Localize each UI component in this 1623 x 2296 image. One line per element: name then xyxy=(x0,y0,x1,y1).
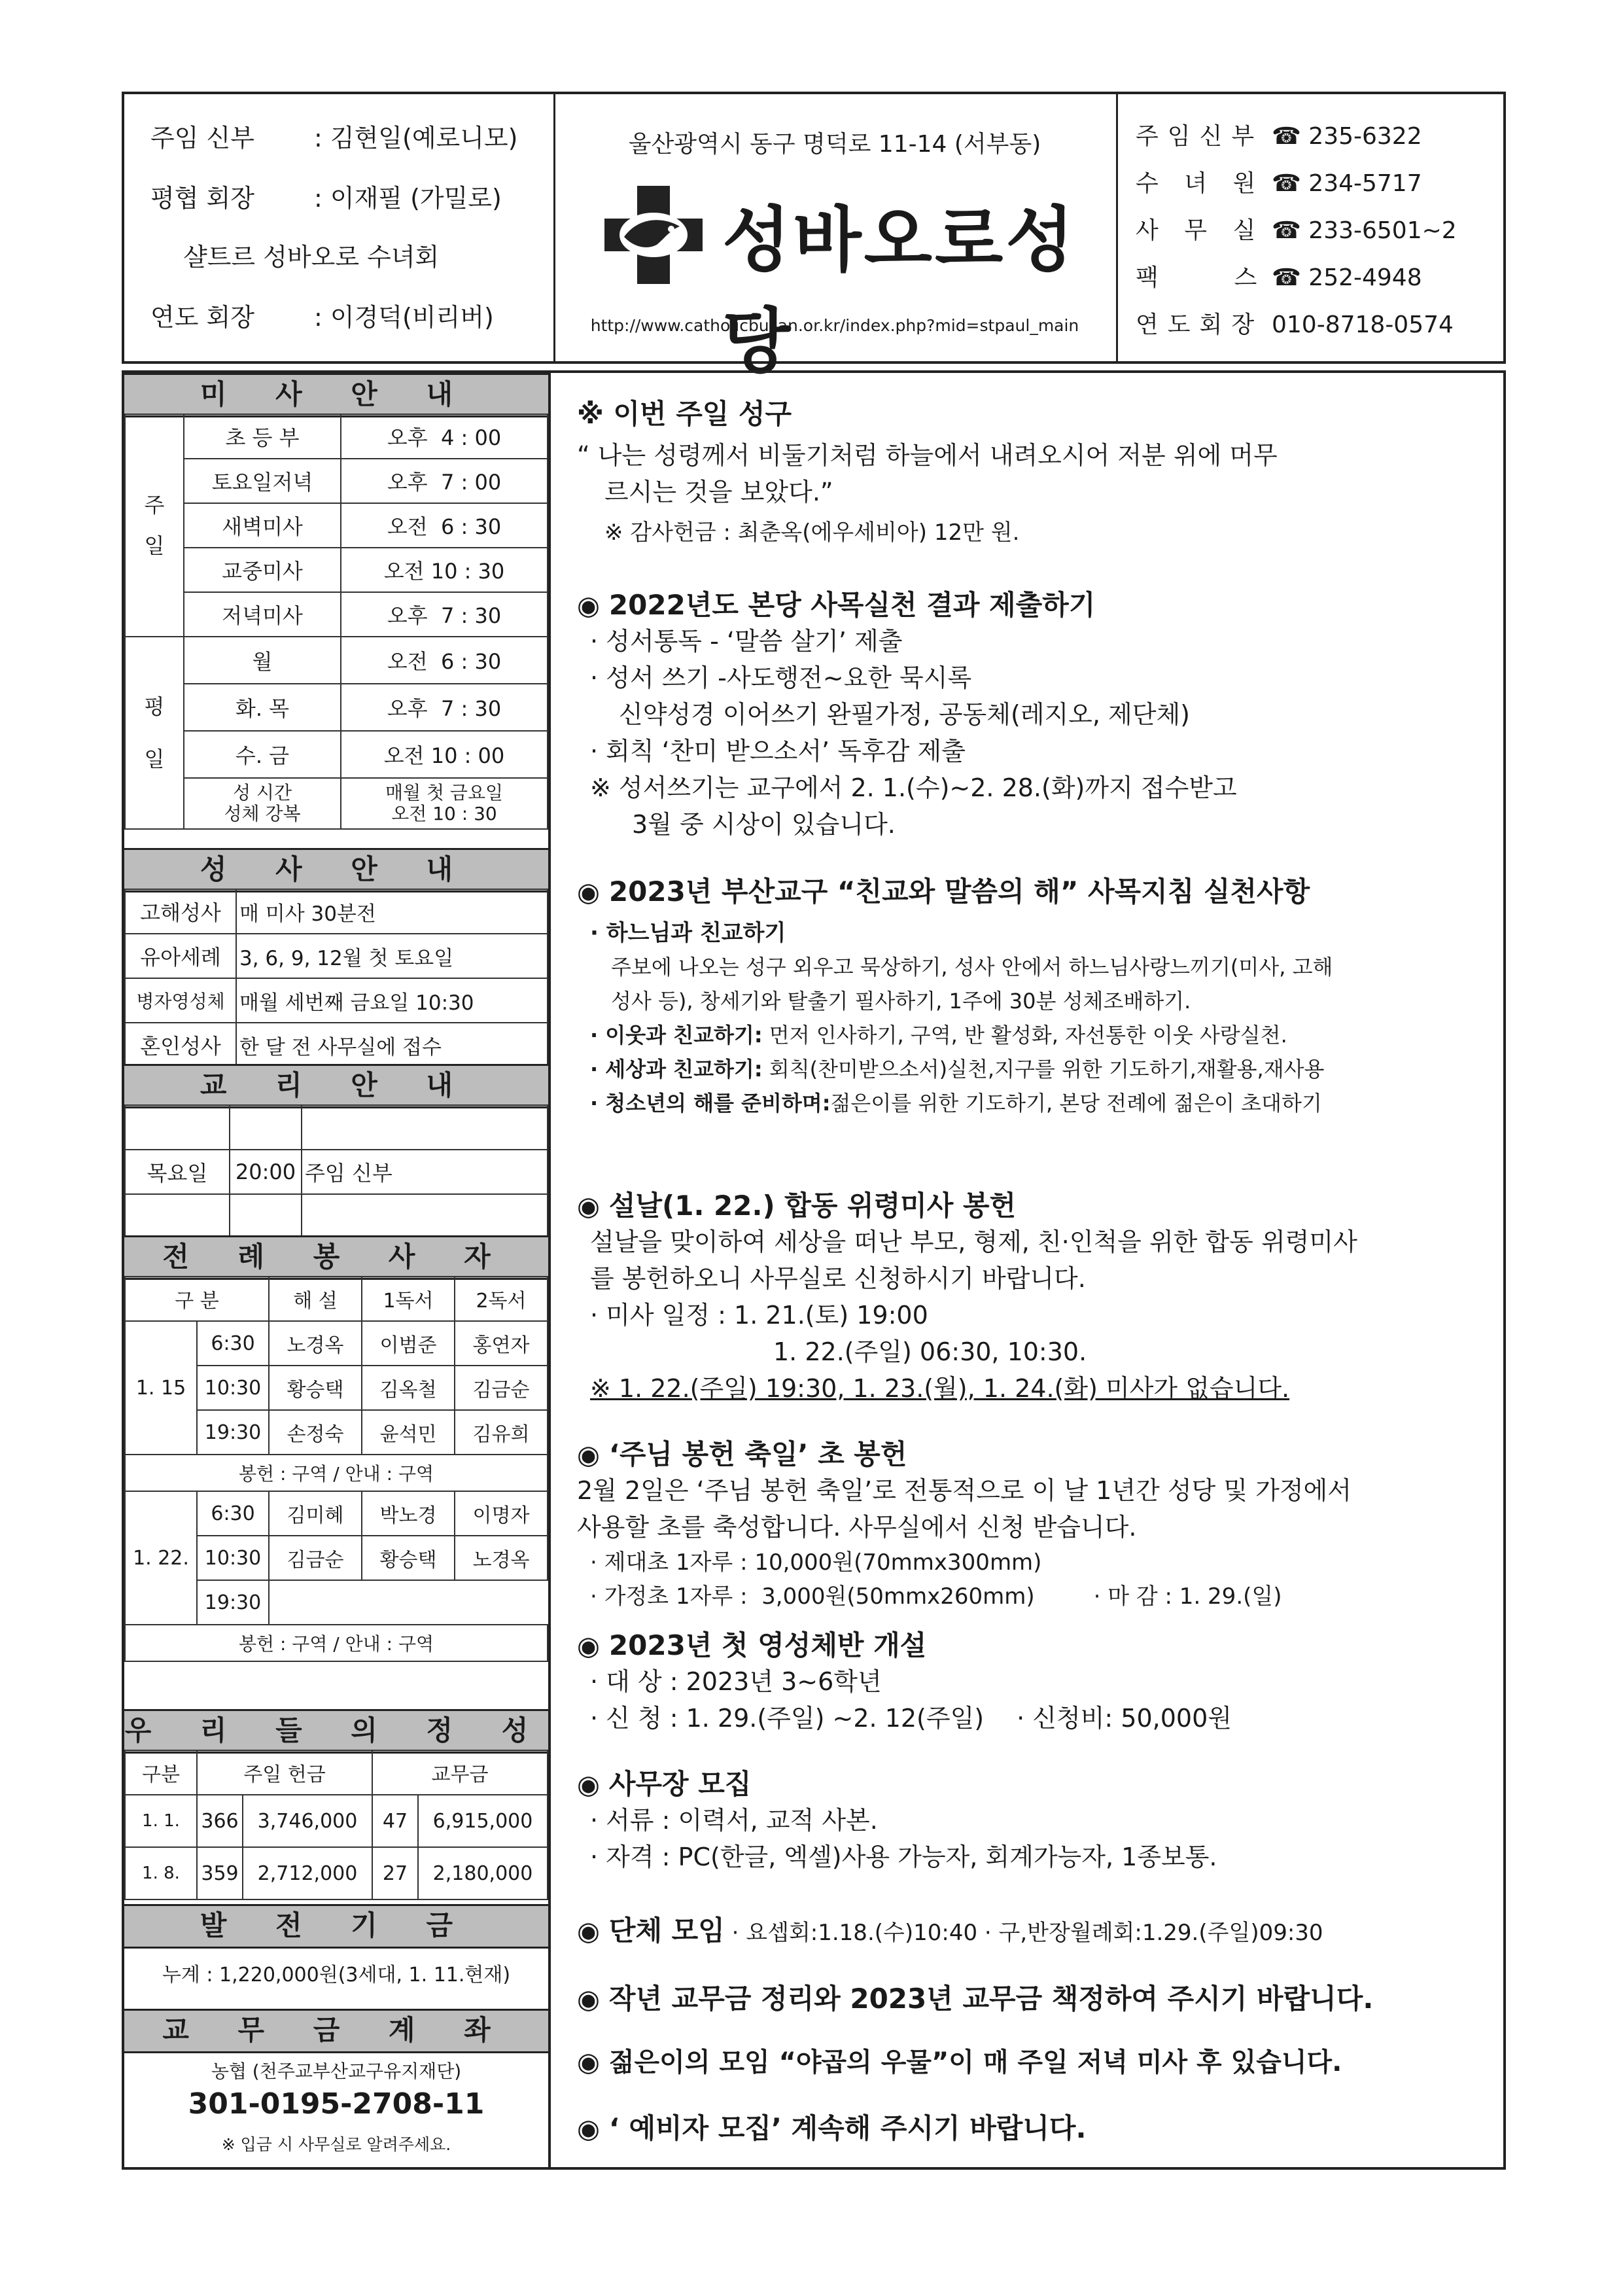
sacrament-name: 유아세례 xyxy=(125,934,236,978)
text-line: 2월 2일은 ‘주님 봉헌 축일’로 전통적으로 이 날 1년간 성당 및 가정에서 xyxy=(577,1476,1352,1505)
table-row xyxy=(125,889,548,934)
bullet-icon: ◉ xyxy=(577,1770,600,1800)
text-line: 설날을 맞이하여 세상을 떠난 부모, 형제, 친·인척을 위한 합동 위령미사 xyxy=(590,1227,1357,1256)
liturgy-head: 구 분 xyxy=(125,1277,269,1321)
staff-role: 주임 신부 xyxy=(150,124,254,152)
header-staff-row xyxy=(150,297,494,333)
account-bank: 농협 (천주교부산교구유지재단) xyxy=(211,2060,462,2082)
thanks-offering: ※ 감사헌금 : 최춘옥(에우세비아) 12만 원. xyxy=(604,520,1020,546)
contact-label: 사 무 실 xyxy=(1136,217,1265,244)
section-title: ※ 이번 주일 성구 xyxy=(577,398,792,430)
liturgy-note: 봉헌 : 구역 / 안내 : 구역 xyxy=(125,1455,548,1491)
contact-label: 수 녀 원 xyxy=(1136,170,1265,197)
bullet-icon: ◉ xyxy=(577,1631,600,1661)
section-title: 2023년 첫 영성체반 개설 xyxy=(608,1629,927,1661)
sunday-label: 주 일 xyxy=(125,414,184,637)
liturgy-person: 손정숙 xyxy=(269,1410,362,1455)
liturgy-person: 김금순 xyxy=(269,1536,362,1580)
mass-name: 토요일저녁 xyxy=(184,459,341,503)
contact-label: 연도회장 xyxy=(1136,311,1264,338)
offering-count: 359 xyxy=(197,1847,243,1899)
account-number: 301-0195-2708-11 xyxy=(188,2087,485,2121)
table-row xyxy=(125,1847,548,1899)
contact-label: 팩 스 xyxy=(1136,264,1266,291)
table-row xyxy=(125,459,548,503)
liturgy-time: 19:30 xyxy=(197,1580,269,1625)
liturgy-person: 이범준 xyxy=(362,1321,455,1366)
table-row xyxy=(125,1321,548,1366)
contact-phone: 010-8718-0574 xyxy=(1272,311,1454,338)
table-row xyxy=(125,637,548,684)
staff-role: 연도 회장 xyxy=(150,303,254,332)
sacrament-name: 병자영성체 xyxy=(125,978,236,1023)
liturgy-note: 봉헌 : 구역 / 안내 : 구역 xyxy=(125,1625,548,1661)
section-diocese-guidelines xyxy=(577,870,1490,1120)
section-title: 작년 교무금 정리와 2023년 교무금 책정하여 주시기 바랍니다. xyxy=(608,1983,1374,2015)
weekday-label: 평 일 xyxy=(125,637,184,829)
sacrament-info: 매 미사 30분전 xyxy=(236,889,548,934)
offering-count: 47 xyxy=(372,1795,418,1847)
liturgy-time: 19:30 xyxy=(197,1410,269,1455)
doctrine-table xyxy=(124,1104,548,1239)
doctrine-time: 20:00 xyxy=(230,1150,302,1194)
text-line: · 미사 일정 : 1. 21.(토) 19:00 xyxy=(590,1301,928,1330)
mass-schedule-table xyxy=(124,414,548,830)
mass-time: 오후 7 : 30 xyxy=(341,684,548,731)
text-line: · 성서통독 - ‘말씀 살기’ 제출 xyxy=(590,627,903,656)
contact-phone: ☎ 233-6501~2 xyxy=(1272,217,1457,244)
text-line: · 신 청 : 1. 29.(주일) ~2. 12(주일) xyxy=(590,1704,985,1733)
contact-phone: ☎ 235-6322 xyxy=(1272,123,1422,150)
liturgy-person: 노경옥 xyxy=(269,1321,362,1366)
text-line: · 가정초 1자루 : 3,000원(50mmx260mm) xyxy=(590,1583,1035,1610)
text-line: · 요셉회:1.18.(수)10:40 · 구,반장월례회:1.29.(주일)09:30 xyxy=(724,1920,1323,1946)
text-line: 먼저 인사하기, 구역, 반 활성화, 자선통한 이웃 사랑실천. xyxy=(762,1023,1287,1048)
section-title: 설날(1. 22.) 합동 위령미사 봉헌 xyxy=(608,1190,1017,1222)
offering-table xyxy=(124,1750,548,1900)
liturgy-time: 10:30 xyxy=(197,1366,269,1410)
text-line: 사용할 초를 축성합니다. 사무실에서 신청 받습니다. xyxy=(577,1513,1137,1542)
text-line: · 대 상 : 2023년 3~6학년 xyxy=(590,1667,882,1696)
liturgy-person: 김유희 xyxy=(455,1410,548,1455)
table-row xyxy=(125,1455,548,1491)
liturgy-head: 2독서 xyxy=(455,1277,548,1321)
text-line: 주보에 나오는 성구 외우고 묵상하기, 성사 안에서 하느님사랑느끼기(미사, 고해 xyxy=(611,955,1333,980)
text-line: · 자격 : PC(한글, 엑셀)사용 가능자, 회계가능자, 1종보통. xyxy=(590,1843,1217,1871)
header-box xyxy=(122,92,1506,383)
offering-amount: 2,712,000 xyxy=(243,1847,372,1899)
header-staff-panel xyxy=(124,94,555,361)
mass-name: 저녁미사 xyxy=(184,592,341,637)
text-line-heading: · 청소년의 해를 준비하며: xyxy=(590,1091,831,1116)
table-row xyxy=(125,778,548,829)
sacrament-info: 매월 세번째 금요일 10:30 xyxy=(236,978,548,1023)
section-title-sacrament: 성 사 안 내 xyxy=(124,848,548,892)
table-row xyxy=(125,503,548,548)
table-row xyxy=(125,548,548,592)
main-content xyxy=(551,370,1506,2170)
section-title-offering: 우 리 들 의 정 성 xyxy=(124,1709,548,1754)
contact-row xyxy=(1136,306,1454,340)
section-office-manager xyxy=(577,1763,1490,1875)
bullet-icon: ◉ xyxy=(577,591,600,621)
bullet-icon: ◉ xyxy=(577,877,600,908)
table-row xyxy=(125,1277,548,1321)
table-row xyxy=(125,592,548,637)
section-tithe-notice xyxy=(577,1977,1490,2017)
text-line-heading: · 세상과 친교하기: xyxy=(590,1057,763,1082)
table-row xyxy=(125,1194,548,1239)
table-row xyxy=(125,1795,548,1847)
mass-time: 오전 6 : 30 xyxy=(341,503,548,548)
text-line: · 하느님과 친교하기 xyxy=(590,920,786,946)
table-row xyxy=(125,978,548,1023)
table-row xyxy=(125,1491,548,1536)
sidebar xyxy=(122,370,551,2170)
staff-name: : 이재필 (가밀로) xyxy=(314,184,502,213)
section-lunar-new-year-mass xyxy=(577,1184,1490,1407)
text-line: 회칙(찬미받으소서)실천,지구를 위한 기도하기,재활용,재사용 xyxy=(762,1057,1325,1082)
table-row xyxy=(125,684,548,731)
table-row xyxy=(125,731,548,778)
text-line: · 성서 쓰기 -사도행전~요한 묵시록 xyxy=(590,663,972,692)
liturgy-person: 김미혜 xyxy=(269,1491,362,1536)
contact-label: 주임신부 xyxy=(1136,123,1264,150)
section-title: 젊은이의 모임 “야곱의 우물”이 매 주일 저녁 미사 후 있습니다. xyxy=(608,2047,1342,2077)
offering-amount: 6,915,000 xyxy=(418,1795,548,1847)
text-line: ※ 1. 22.(주일) 19:30, 1. 23.(월), 1. 24.(화) 미사가 없습니다. xyxy=(590,1374,1290,1403)
text-line: 1. 22.(주일) 06:30, 10:30. xyxy=(773,1337,1087,1366)
liturgy-person: 이명자 xyxy=(455,1491,548,1536)
mass-time: 매월 첫 금요일 오전 10 : 30 xyxy=(341,778,548,829)
text-line: 3월 중 시상이 있습니다. xyxy=(632,810,896,839)
section-pastoral-report xyxy=(577,584,1490,843)
contact-row xyxy=(1136,118,1422,151)
sacrament-table xyxy=(124,889,548,1068)
liturgy-person: 박노경 xyxy=(362,1491,455,1536)
verse-line: “ 나는 성령께서 비둘기처럼 하늘에서 내려오시어 저분 위에 머무 xyxy=(577,441,1278,470)
bullet-icon: ◉ xyxy=(577,1916,600,1947)
section-title-mass: 미 사 안 내 xyxy=(124,373,548,417)
mass-name: 새벽미사 xyxy=(184,503,341,548)
mass-time: 오전 10 : 00 xyxy=(341,731,548,778)
staff-name: : 김현일(예로니모) xyxy=(314,124,518,152)
table-row xyxy=(125,934,548,978)
contact-row xyxy=(1136,259,1422,292)
table-row xyxy=(125,1750,548,1795)
text-line: 젊은이를 위한 기도하기, 본당 전례에 젊은이 초대하기 xyxy=(830,1091,1322,1116)
staff-role: 평협 회장 xyxy=(150,184,254,213)
verse-line: 르시는 것을 보았다.” xyxy=(604,478,833,506)
table-row xyxy=(125,1105,548,1150)
liturgy-time: 6:30 xyxy=(197,1491,269,1536)
sacrament-name: 혼인성사 xyxy=(125,1023,236,1067)
section-youth-meeting xyxy=(577,2041,1490,2079)
offering-amount: 3,746,000 xyxy=(243,1795,372,1847)
header-staff-row xyxy=(150,118,518,154)
doctrine-teacher: 주임 신부 xyxy=(302,1150,548,1194)
sacrament-info: 한 달 전 사무실에 접수 xyxy=(236,1023,548,1067)
liturgy-person: 김금순 xyxy=(455,1366,548,1410)
liturgy-date: 1. 22. xyxy=(125,1491,197,1625)
convent-name: 샬트르 성바오로 수녀회 xyxy=(183,243,440,272)
liturgy-time: 6:30 xyxy=(197,1321,269,1366)
liturgy-person: 황승택 xyxy=(362,1536,455,1580)
table-row xyxy=(125,1625,548,1661)
liturgy-person: 윤석민 xyxy=(362,1410,455,1455)
church-address: 울산광역시 동구 명덕로 11-14 (서부동) xyxy=(628,131,1041,158)
account-note: ※ 입금 시 사무실로 알려주세요. xyxy=(221,2135,451,2154)
sacrament-info: 3, 6, 9, 12월 첫 토요일 xyxy=(236,934,548,978)
header-title-panel xyxy=(553,94,1118,383)
table-row xyxy=(125,414,548,459)
section-verse xyxy=(577,393,1490,550)
mass-name: 월 xyxy=(184,637,341,684)
section-title: 2023년 부산교구 “친교와 말씀의 해” 사목지침 실천사항 xyxy=(608,875,1310,908)
liturgy-date: 1. 15 xyxy=(125,1321,197,1455)
mass-name: 초 등 부 xyxy=(184,414,341,459)
liturgy-head: 1독서 xyxy=(362,1277,455,1321)
section-title-fund: 발 전 기 금 xyxy=(124,1904,548,1949)
text-line: 신약성경 이어쓰기 완필가정, 공동체(레지오, 제단체) xyxy=(619,700,1190,729)
header-contact-panel xyxy=(1116,94,1503,361)
liturgy-time: 10:30 xyxy=(197,1536,269,1580)
section-title-account: 교 무 금 계 좌 xyxy=(124,2009,548,2053)
offering-count: 27 xyxy=(372,1847,418,1899)
text-line: 성사 등), 창세기와 탈출기 필사하기, 1주에 30분 성체조배하기. xyxy=(611,989,1191,1014)
contact-phone: ☎ 234-5717 xyxy=(1272,170,1422,197)
text-line: ※ 성서쓰기는 교구에서 2. 1.(수)~2. 28.(화)까지 접수받고 xyxy=(590,773,1237,802)
contact-phone: ☎ 252-4948 xyxy=(1272,264,1422,291)
offering-head: 교무금 xyxy=(372,1750,548,1795)
dove-cross-icon xyxy=(598,179,709,291)
table-row xyxy=(125,1150,548,1194)
section-title: 2022년도 본당 사목실천 결과 제출하기 xyxy=(608,589,1096,621)
section-title: ‘주님 봉헌 축일’ 초 봉헌 xyxy=(608,1438,907,1470)
mass-name: 교중미사 xyxy=(184,548,341,592)
liturgy-person: 노경옥 xyxy=(455,1536,548,1580)
header-staff-row xyxy=(183,237,439,273)
text-line: · 서류 : 이력서, 교적 사본. xyxy=(590,1806,878,1835)
section-title-doctrine: 교 리 안 내 xyxy=(124,1064,548,1108)
section-first-communion xyxy=(577,1624,1490,1737)
offering-date: 1. 1. xyxy=(125,1795,197,1847)
bullet-icon: ◉ xyxy=(577,1440,600,1470)
liturgy-person: 김옥철 xyxy=(362,1366,455,1410)
contact-row xyxy=(1136,165,1422,198)
section-title-liturgy: 전 례 봉 사 자 xyxy=(124,1235,548,1280)
text-line: · 제대초 1자루 : 10,000원(70mmx300mm) xyxy=(590,1549,1042,1576)
text-line: 를 봉헌하오니 사무실로 신청하시기 바랍니다. xyxy=(590,1264,1086,1293)
section-candle-offering xyxy=(577,1433,1490,1614)
mass-name: 수. 금 xyxy=(184,731,341,778)
section-catechumen xyxy=(577,2107,1490,2146)
mass-name: 화. 목 xyxy=(184,684,341,731)
doctrine-day: 목요일 xyxy=(125,1150,230,1194)
bullet-icon: ◉ xyxy=(577,1985,600,2015)
offering-head: 구분 xyxy=(125,1750,197,1795)
mass-time: 오후 4 : 00 xyxy=(341,414,548,459)
table-row xyxy=(125,1023,548,1067)
text-line: · 회칙 ‘찬미 받으소서’ 독후감 제출 xyxy=(590,737,966,766)
text-line: · 신청비: 50,000원 xyxy=(1017,1704,1232,1733)
fund-total: 누계 : 1,220,000원(3세대, 1. 11.현재) xyxy=(162,1964,511,1987)
liturgy-person: 황승택 xyxy=(269,1366,362,1410)
text-line-heading: · 이웃과 친교하기: xyxy=(590,1023,763,1048)
mass-name: 성 시간 성체 강복 xyxy=(184,778,341,829)
text-line: · 마 감 : 1. 29.(일) xyxy=(1093,1583,1282,1610)
offering-amount: 2,180,000 xyxy=(418,1847,548,1899)
offering-head: 주일 헌금 xyxy=(197,1750,372,1795)
staff-name: : 이경덕(비리버) xyxy=(314,303,494,332)
church-url[interactable]: http://www.catholicbusan.or.kr/index.php?mid=stpaul_main xyxy=(590,316,1079,335)
section-title: 단체 모임 xyxy=(608,1915,725,1947)
offering-date: 1. 8. xyxy=(125,1847,197,1899)
liturgy-head: 해 설 xyxy=(269,1277,362,1321)
church-name: 성바오로성당 xyxy=(722,200,1077,383)
section-title: ‘ 예비자 모집’ 계속해 주시기 바랍니다. xyxy=(608,2112,1087,2144)
offering-count: 366 xyxy=(197,1795,243,1847)
liturgy-person: 홍연자 xyxy=(455,1321,548,1366)
mass-time: 오후 7 : 30 xyxy=(341,592,548,637)
mass-time: 오전 6 : 30 xyxy=(341,637,548,684)
liturgy-table xyxy=(124,1276,548,1662)
contact-row xyxy=(1136,212,1457,245)
section-group-meetings xyxy=(577,1909,1490,1950)
mass-time: 오전 10 : 30 xyxy=(341,548,548,592)
header-staff-row xyxy=(150,178,502,214)
bullet-icon: ◉ xyxy=(577,2047,600,2077)
sacrament-name: 고해성사 xyxy=(125,889,236,934)
bullet-icon: ◉ xyxy=(577,2114,600,2144)
mass-time: 오후 7 : 00 xyxy=(341,459,548,503)
bullet-icon: ◉ xyxy=(577,1192,600,1222)
section-title: 사무장 모집 xyxy=(608,1768,752,1800)
